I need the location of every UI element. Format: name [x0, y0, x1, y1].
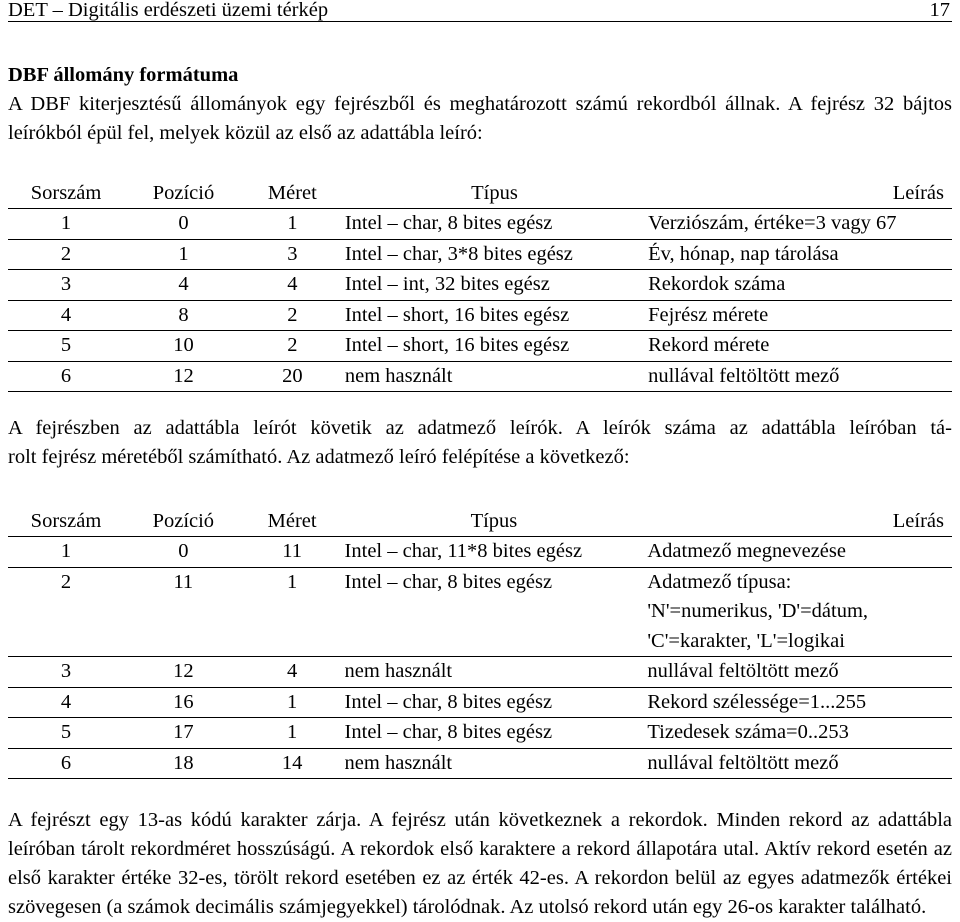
closing-paragraph: A fejrészt egy 13-as kódú karakter zárja. A fejrész után következnek a rekordok. Minden rekord az adattábla leíróban tárolt rekordméret hosszúságú. A rekordok első karaktere a rekord állapotára utal. Aktív rekord esetén az első karakter értéke 32-es, törölt rekord esetében ez az érték 42-es. A rekordon belül az egyes adatmezők értékei szövegesen (a számok decimális számjegyekkel) tárolódnak. Az utolsó rekord után egy 26-os karakter található.	[8, 809, 952, 918]
middle-paragraph	[8, 414, 952, 472]
table-row	[8, 657, 952, 688]
table-cell: 11	[243, 537, 342, 568]
table-cell: 4	[8, 300, 124, 331]
table-cell: 12	[124, 361, 243, 392]
table-cell: 'N'=numerikus, 'D'=dátum,	[647, 600, 869, 622]
table-cell: 2	[243, 300, 342, 331]
column-header: Sorszám	[8, 507, 124, 537]
table-cell: 'C'=karakter, 'L'=logikai	[643, 627, 952, 657]
table-cell: 2	[8, 567, 124, 657]
table-cell: Intel – char, 8 bites egész	[342, 687, 644, 718]
table-cell: nem használt	[342, 748, 644, 779]
table-cell: nullával feltöltött mező	[643, 657, 952, 688]
table-cell: Fejrész mérete	[644, 300, 952, 331]
table-row	[8, 300, 952, 331]
table-body	[8, 537, 952, 779]
table-cell: 0	[124, 209, 243, 240]
table-cell: 0	[124, 537, 243, 568]
table-cell: Év, hónap, nap tárolása	[644, 239, 952, 270]
column-header: Leírás	[644, 179, 952, 209]
column-header: Pozíció	[124, 507, 243, 537]
table-cell: 20	[243, 361, 342, 392]
header-descriptor-table	[8, 179, 952, 392]
table-cell: 12	[124, 657, 243, 688]
table-cell: 8	[124, 300, 243, 331]
table-cell: 2	[243, 331, 342, 362]
table-cell: Intel – int, 32 bites egész	[342, 270, 644, 301]
table-cell: nullával feltöltött mező	[644, 361, 952, 392]
table-cell: 1	[243, 687, 342, 718]
table-cell: Intel – char, 11*8 bites egész	[342, 537, 644, 568]
table-cell: Rekordok száma	[644, 270, 952, 301]
header-title: DET – Digitális erdészeti üzemi térkép	[8, 0, 329, 21]
table-cell: Intel – short, 16 bites egész	[342, 331, 644, 362]
table-row	[8, 687, 952, 718]
table-cell: 1	[243, 567, 342, 657]
table-header-row	[8, 179, 952, 209]
table-body	[8, 209, 952, 392]
table-cell: Rekord szélessége=1...255	[643, 687, 952, 718]
table-cell: 4	[243, 270, 342, 301]
table-cell: 5	[8, 718, 124, 749]
table-cell: Intel – char, 8 bites egész	[342, 718, 644, 749]
table-cell: nem használt	[342, 361, 644, 392]
table-row	[8, 209, 952, 240]
table-cell: 11	[124, 567, 243, 657]
table-cell: 3	[8, 270, 124, 301]
table-cell: Adatmező típusa:	[647, 570, 792, 593]
table-cell: 1	[243, 209, 342, 240]
table-cell: 14	[243, 748, 342, 779]
table-cell: Intel – char, 8 bites egész	[342, 567, 644, 657]
middle-line-2: rolt fejrész méretéből számítható. Az adatmező leíró felépítése a következő:	[8, 446, 630, 468]
table-cell: 5	[8, 331, 124, 362]
table-cell: Tizedesek száma=0..253	[643, 718, 952, 749]
table-cell: 3	[8, 657, 124, 688]
table-cell: 6	[8, 361, 124, 392]
table-cell: 3	[243, 239, 342, 270]
table-header-row	[8, 507, 952, 537]
table-row	[8, 567, 952, 597]
table-cell: Intel – char, 3*8 bites egész	[342, 239, 644, 270]
table-cell: 10	[124, 331, 243, 362]
table-cell: 2	[8, 239, 124, 270]
document-page	[8, 0, 952, 922]
table-cell: 17	[124, 718, 243, 749]
table-cell: 1	[8, 537, 124, 568]
table-row	[8, 718, 952, 749]
table-cell: Verziószám, értéke=3 vagy 67	[644, 209, 952, 240]
table-cell: 18	[124, 748, 243, 779]
column-header: Méret	[243, 179, 342, 209]
table-row	[8, 331, 952, 362]
intro-paragraph: A DBF kiterjesztésű állományok egy fejrészből és meghatározott számú rekordból állnak. A fejrész 32 bájtos leírókból épül fel, melyek közül az első az adattábla leíró:	[8, 93, 952, 144]
table-row	[8, 270, 952, 301]
table-cell: 6	[8, 748, 124, 779]
column-header: Pozíció	[124, 179, 243, 209]
table-cell: Intel – char, 8 bites egész	[342, 209, 644, 240]
field-descriptor-table	[8, 507, 952, 779]
table-cell: 4	[8, 687, 124, 718]
column-header: Leírás	[643, 507, 952, 537]
table-row	[8, 361, 952, 392]
table-cell: 16	[124, 687, 243, 718]
column-header: Típus	[342, 179, 644, 209]
column-header: Sorszám	[8, 179, 124, 209]
table-cell: nem használt	[342, 657, 644, 688]
table-cell: Rekord mérete	[644, 331, 952, 362]
table-cell: Adatmező megnevezése	[643, 537, 952, 568]
table-row	[8, 537, 952, 568]
middle-line-1: A fejrészben az adattábla leírót követik az adatmező leírók. A leírók száma az adattábla leíróban tá-	[8, 417, 952, 439]
column-header: Méret	[243, 507, 342, 537]
table-cell: nullával feltöltött mező	[643, 748, 952, 779]
page-number: 17	[929, 0, 950, 21]
table-cell: 1	[124, 239, 243, 270]
table-cell: Intel – short, 16 bites egész	[342, 300, 644, 331]
page-header	[8, 0, 952, 22]
table-cell: 4	[124, 270, 243, 301]
table-cell: 4	[243, 657, 342, 688]
table-cell: 1	[8, 209, 124, 240]
table-cell: 1	[243, 718, 342, 749]
table-row	[8, 748, 952, 779]
table-row	[8, 239, 952, 270]
column-header: Típus	[342, 507, 644, 537]
section-title: DBF állomány formátuma	[8, 64, 239, 86]
